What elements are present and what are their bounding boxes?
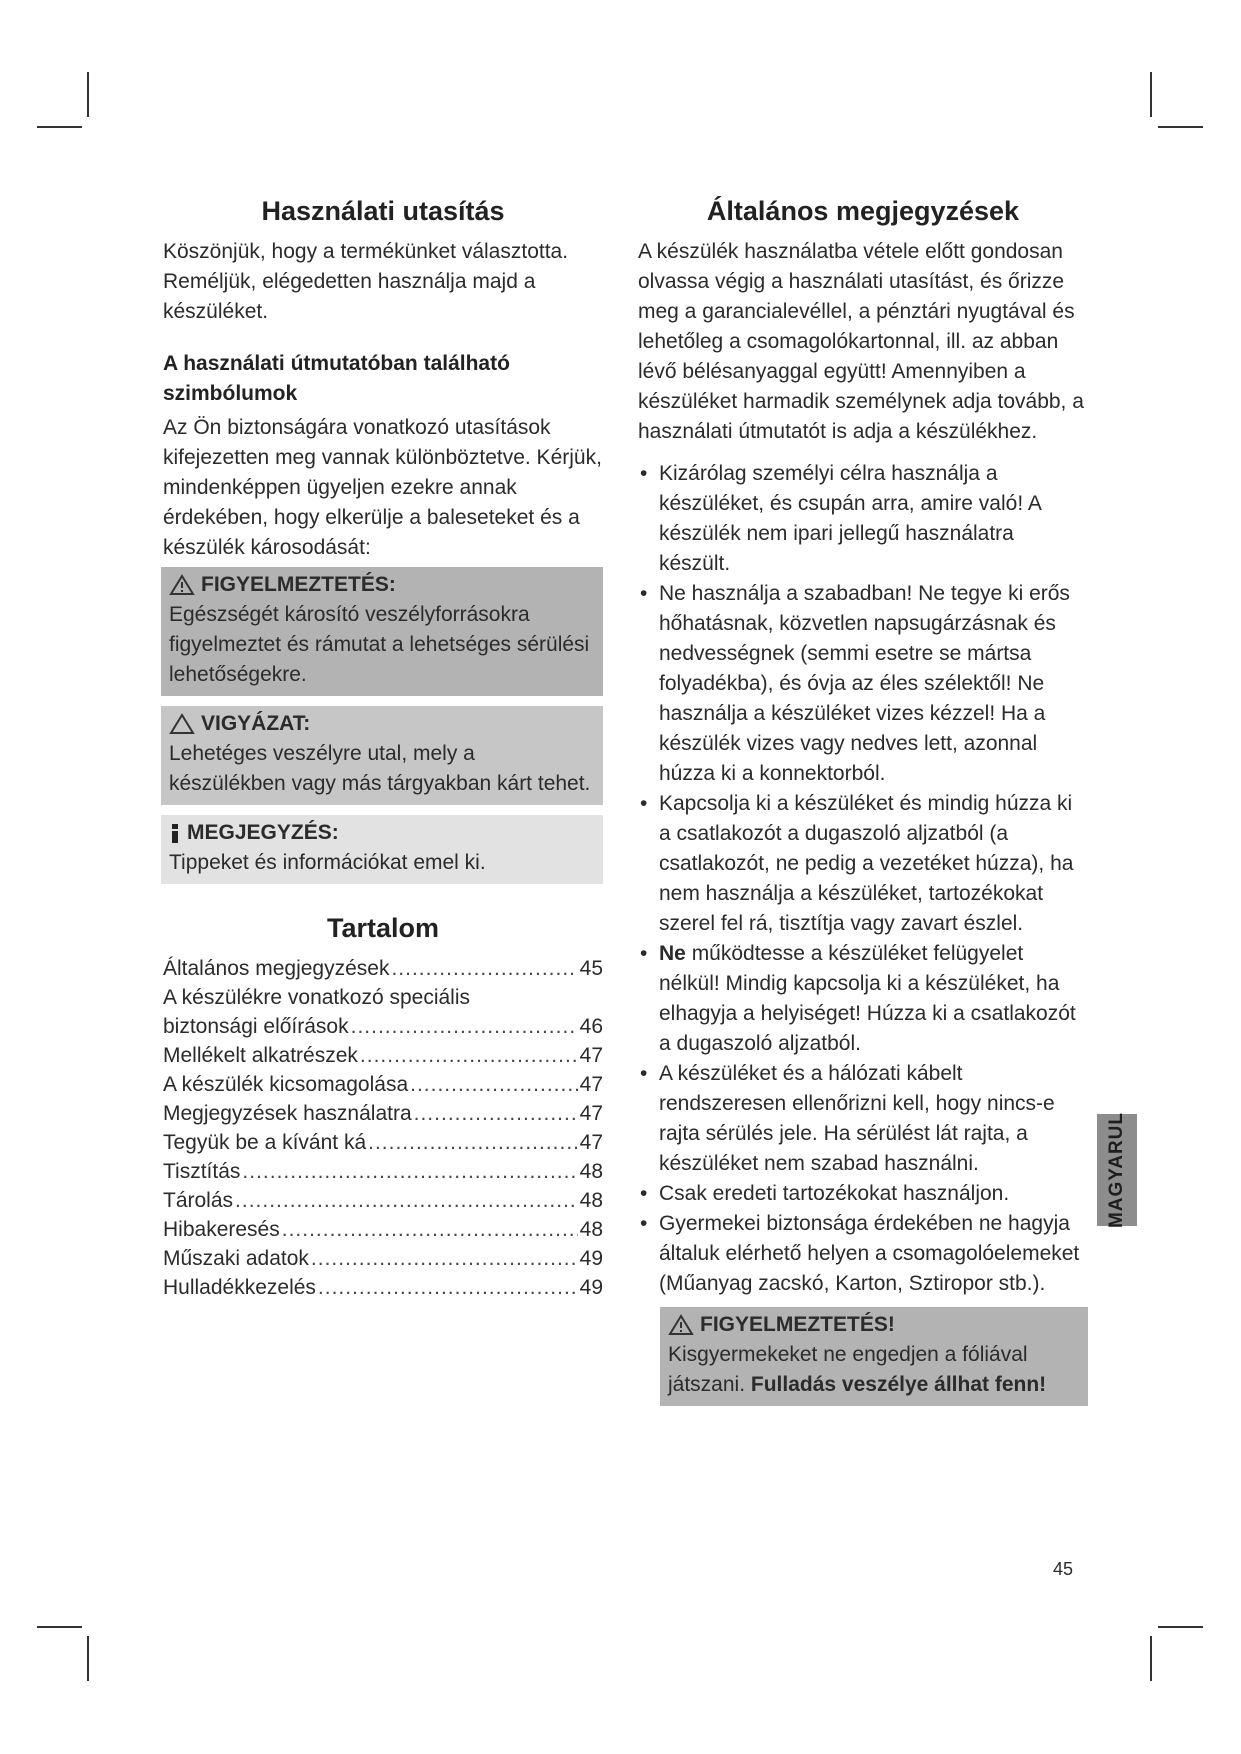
note-title [169,818,595,848]
crop-mark [1150,72,1152,117]
left-column [163,193,603,1302]
toc-row[interactable]: Tisztítás ..... 48 [163,1157,603,1186]
crop-mark [1158,126,1203,128]
general-intro: A készülék használatba vétele előtt gondosan olvassa végig a használati utasítást, és őrizze meg a garancialevéllel, a pénztári nyugtával és lehetőleg a csomagolókartonnal, ill. az abban lévő bélésanyaggal együtt! Amennyiben a készüléket harmadik személynek adja tovább, a használati útmutatót is adja a készülékhez. [638,240,1084,443]
warning-triangle-icon [668,1314,694,1336]
warning-title [169,570,595,600]
toc-row[interactable]: A készülék kicsomagolása ..... 47 [163,1070,603,1099]
toc-row[interactable]: Műszaki adatok ..... 49 [163,1244,603,1273]
bullet4-text: működtesse a készüléket felügyelet nélkül! Mindig kapcsolja ki a készüléket, ha elhagyja a helyiséget! Húzza ki a csatlakozót a dugaszoló aljzatból. [659,942,1076,1055]
caution-triangle-icon [169,713,195,735]
info-icon [169,822,181,844]
list-item: • Kapcsolja ki a készüléket és mindig húzza ki a csatlakozót a dugaszoló aljzatból (a csatlakozót, ne pedig a vezetéket húzza), ha nem használja a készüléket, tartozékokat szerel fel rá, tisztítja vagy zavart észlel. [638,789,1088,939]
child-warning-bold: Fulladás veszélye állhat fenn! [750,1373,1047,1396]
toc-row[interactable]: biztonsági előírások ..... 46 [163,1012,603,1041]
toc-row[interactable]: Hibakeresés ..... 48 [163,1215,603,1244]
safety-list [638,459,1088,1299]
toc-row[interactable]: Tegyük be a kívánt ká ..... 47 [163,1128,603,1157]
warning-triangle-icon [169,574,195,596]
toc-row[interactable]: A készülékre vonatkozó speciális [163,986,470,1009]
toc-title: Tartalom [326,913,440,943]
crop-mark [37,1626,82,1628]
list-item: • A készüléket és a hálózati kábelt rendszeresen ellenőrizni kell, hogy nincs-e rajta sérülés jele. Ha sérülést lát rajta, a készüléket nem szabad használni. [638,1059,1088,1179]
note-title-text: MEGJEGYZÉS: [187,821,339,844]
toc-row[interactable]: Tárolás ..... 48 [163,1186,603,1215]
right-column [638,193,1088,1416]
child-warning-box [660,1307,1088,1406]
list-item [638,939,1088,1059]
page-number: 45 [1053,1559,1074,1579]
warning-box [161,567,603,696]
child-warning-title-text: FIGYELMEZTETÉS! [700,1313,895,1336]
crop-mark [1158,1626,1203,1628]
bold-ne: Ne [659,942,686,965]
warning-title-text: FIGYELMEZTETÉS: [201,573,396,596]
warning-text: Egészségét károsító veszélyforrásokra figyelmeztet és rámutat a lehetséges sérülési lehetőségekre. [169,603,590,686]
language-tab [1097,1111,1137,1229]
symbols-text: Az Ön biztonságára vonatkozó utasítások kifejezetten meg vannak különböztetve. Kérjük, mindenképpen ügyeljen ezekre annak érdekében, hogy elkerülje a baleseteket és a készülék károsodását: [163,416,602,559]
caution-box [161,706,603,805]
toc-row[interactable]: Megjegyzések használatra ..... 47 [163,1099,603,1128]
symbols-heading: A használati útmutatóban található szimbólumok [163,352,510,405]
language-tab-label: MAGYARUL [1106,1111,1127,1229]
intro-text: Köszönjük, hogy a termékünket választotta. Reméljük, elégedetten használja majd a készüléket. [163,240,569,323]
child-warning-text: Kisgyermekeket ne engedjen a fóliával játszani. Fulladás veszélye állhat fenn! [668,1343,1047,1396]
caution-text: Lehetéges veszélyre utal, mely a készülékben vagy más tárgyakban kárt tehet. [169,742,591,795]
note-text: Tippeket és információkat emel ki. [169,851,486,874]
toc-row[interactable]: Mellékelt alkatrészek ..... 47 [163,1041,603,1070]
note-box [161,815,603,884]
toc-row[interactable]: Általános megjegyzések ..... 45 [163,954,603,983]
crop-mark [87,1636,89,1681]
crop-mark [37,126,82,128]
caution-title-text: VIGYÁZAT: [201,712,311,735]
child-warning-title [668,1310,1080,1340]
list-item: • Ne használja a szabadban! Ne tegye ki erős hőhatásnak, közvetlen napsugárzásnak és nedvességnek (semmi esetre se mártsa folyadékba), és óvja az éles szélektől! Ne használja a készüléket vizes kézzel! Ha a készülék vizes vagy nedves lett, azonnal húzza ki a konnektorból. [638,579,1088,789]
list-item: • Csak eredeti tartozékokat használjon. [638,1179,1088,1209]
caution-title [169,709,595,739]
manual-title: Használati utasítás [261,196,505,226]
crop-mark [87,72,89,117]
crop-mark [1150,1636,1152,1681]
general-notes-title: Általános megjegyzések [706,196,1020,226]
list-item: • Kizárólag személyi célra használja a készüléket, és csupán arra, amire való! A készülék nem ipari jellegű használatra készült. [638,459,1088,579]
list-item: • Gyermekei biztonsága érdekében ne hagyja általuk elérhető helyen a csomagolóelemeket (Műanyag zacskó, Karton, Sztiropor stb.). [638,1209,1088,1299]
table-of-contents [163,954,603,1302]
toc-row[interactable]: Hulladékkezelés ..... 49 [163,1273,603,1302]
